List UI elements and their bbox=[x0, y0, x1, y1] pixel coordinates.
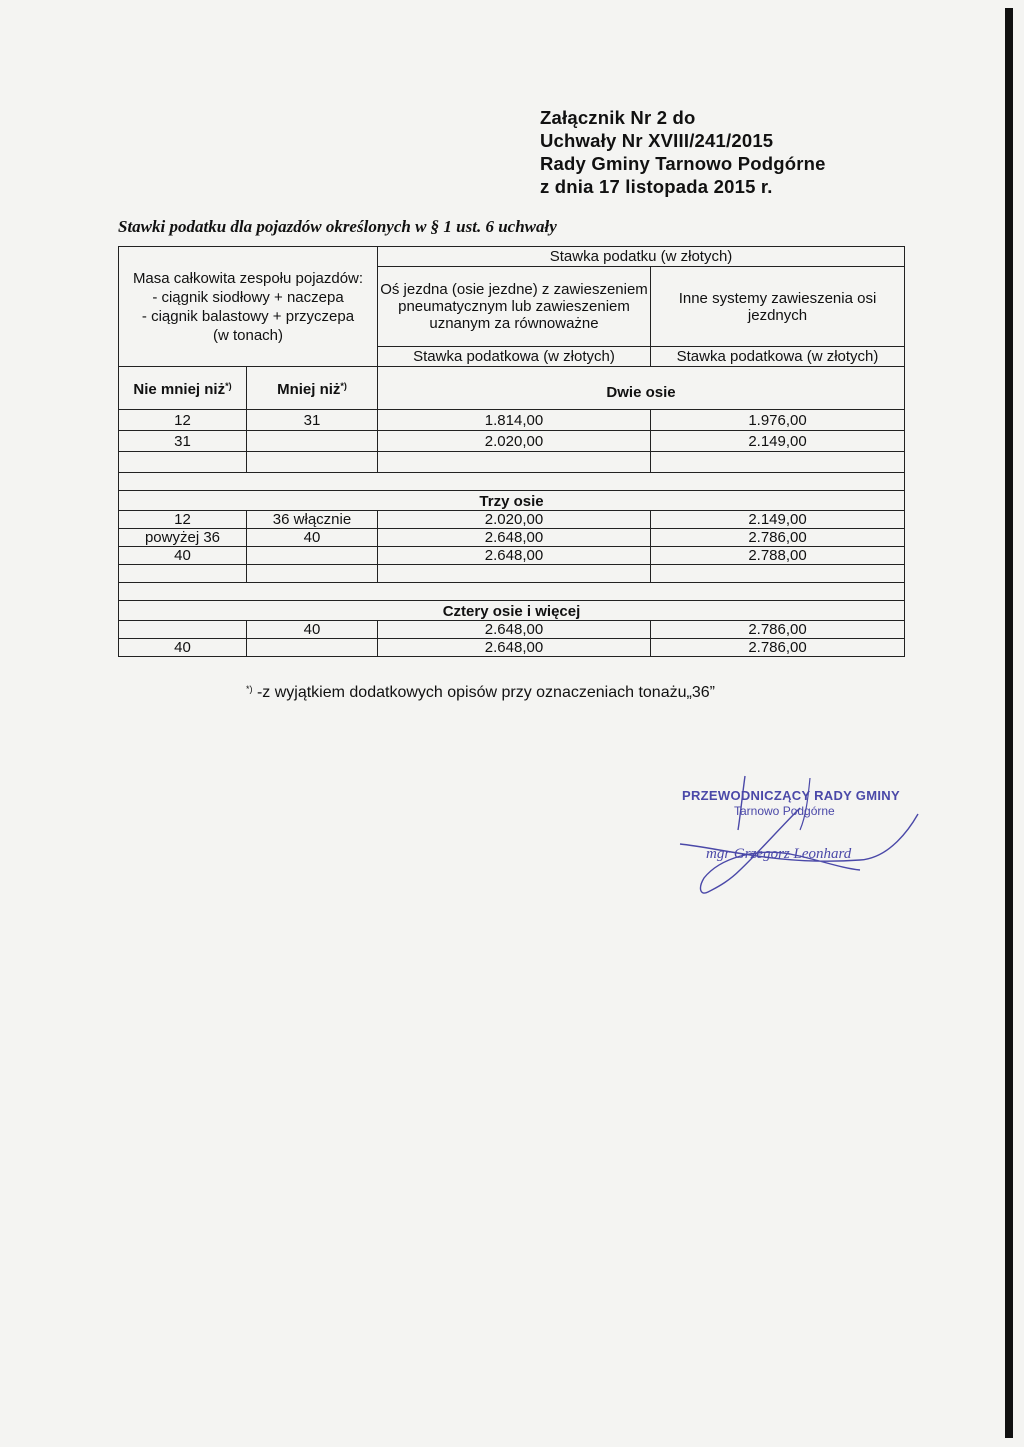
section-spacer-cell bbox=[119, 583, 905, 601]
other-header-cell: Inne systemy zawieszenia osi jezdnych bbox=[651, 267, 905, 347]
table-row bbox=[119, 452, 905, 473]
section-spacer-row bbox=[119, 583, 905, 601]
table-row bbox=[119, 529, 905, 547]
rate-header-cell: Stawka podatku (w złotych) bbox=[378, 247, 905, 267]
other-rate-cell: 2.786,00 bbox=[651, 639, 905, 657]
scan-edge-bar bbox=[1005, 8, 1013, 1438]
min-cell: powyżej 36 bbox=[119, 529, 247, 547]
other-rate-cell: 1.976,00 bbox=[651, 410, 905, 431]
footnote-mark: *) bbox=[246, 684, 253, 694]
header-date: z dnia 17 listopada 2015 r. bbox=[540, 176, 773, 197]
pneumatic-header-cell: Oś jezdna (osie jezdne) z zawieszeniem pneumatycznym lub zawieszeniem uznanym za równoważne bbox=[378, 267, 651, 347]
table-row bbox=[119, 511, 905, 529]
official-stamp bbox=[660, 768, 920, 908]
stamp-place: Tarnowo Podgórne bbox=[734, 804, 835, 818]
min-cell bbox=[119, 452, 247, 473]
section-title-cell: Dwie osie bbox=[378, 367, 905, 410]
table-row bbox=[119, 431, 905, 452]
table-row bbox=[119, 410, 905, 431]
col-max-label: Mniej niż bbox=[277, 381, 341, 398]
min-cell: 40 bbox=[119, 547, 247, 565]
table-row bbox=[119, 547, 905, 565]
section-spacer-cell bbox=[119, 473, 905, 491]
col-min-label: Nie mniej niż bbox=[133, 381, 226, 398]
footnote-text: -z wyjątkiem dodatkowych opisów przy oznaczeniach tonażu„36” bbox=[252, 684, 715, 701]
other-rate-cell: 2.786,00 bbox=[651, 529, 905, 547]
other-rate-cell: 2.149,00 bbox=[651, 431, 905, 452]
max-cell bbox=[247, 431, 378, 452]
tax-rate-table bbox=[118, 246, 905, 657]
table-row bbox=[119, 639, 905, 657]
min-cell: 31 bbox=[119, 431, 247, 452]
other-rate-cell: 2.788,00 bbox=[651, 547, 905, 565]
pneumatic-rate-cell: 2.648,00 bbox=[378, 621, 651, 639]
min-max-header-row bbox=[119, 367, 905, 410]
col-max-footnote-mark: *) bbox=[340, 381, 347, 391]
header-row-1 bbox=[119, 247, 905, 267]
mass-header-cell: Masa całkowita zespołu pojazdów: - ciągnik siodłowy + naczepa - ciągnik balastowy + przyczepa (w tonach) bbox=[119, 247, 378, 367]
max-cell bbox=[247, 639, 378, 657]
section-title-cell: Trzy osie bbox=[119, 491, 905, 511]
max-cell bbox=[247, 547, 378, 565]
stamp-title: PRZEWODNICZĄCY RADY GMINY bbox=[682, 788, 900, 803]
col-max-header-cell bbox=[247, 367, 378, 410]
table-row bbox=[119, 621, 905, 639]
section-spacer-row bbox=[119, 473, 905, 491]
document-header bbox=[540, 106, 826, 198]
pneumatic-rate-cell: 2.648,00 bbox=[378, 547, 651, 565]
pneumatic-rate-cell: 2.020,00 bbox=[378, 511, 651, 529]
pneumatic-rate-cell bbox=[378, 565, 651, 583]
section-title-cell: Cztery osie i więcej bbox=[119, 601, 905, 621]
other-rate-cell bbox=[651, 452, 905, 473]
pneumatic-rate-cell: 2.648,00 bbox=[378, 639, 651, 657]
footnote bbox=[246, 684, 715, 702]
min-cell: 40 bbox=[119, 639, 247, 657]
min-cell: 12 bbox=[119, 511, 247, 529]
pneumatic-rate-cell: 2.020,00 bbox=[378, 431, 651, 452]
header-resolution: Uchwały Nr XVIII/241/2015 bbox=[540, 130, 774, 151]
pneumatic-rate-cell: 2.648,00 bbox=[378, 529, 651, 547]
max-cell: 40 bbox=[247, 621, 378, 639]
section-title-row bbox=[119, 491, 905, 511]
max-cell: 40 bbox=[247, 529, 378, 547]
other-rate-cell: 2.786,00 bbox=[651, 621, 905, 639]
header-annex: Załącznik Nr 2 do bbox=[540, 107, 696, 128]
max-cell bbox=[247, 452, 378, 473]
stamp-name: mgr Grzegorz Leonhard bbox=[706, 846, 852, 862]
sub-rate-1-cell: Stawka podatkowa (w złotych) bbox=[378, 347, 651, 367]
max-cell bbox=[247, 565, 378, 583]
max-cell: 31 bbox=[247, 410, 378, 431]
min-cell bbox=[119, 565, 247, 583]
other-rate-cell: 2.149,00 bbox=[651, 511, 905, 529]
pneumatic-rate-cell bbox=[378, 452, 651, 473]
min-cell bbox=[119, 621, 247, 639]
table-row bbox=[119, 565, 905, 583]
document-subtitle: Stawki podatku dla pojazdów określonych w § 1 ust. 6 uchwały bbox=[118, 217, 557, 236]
pneumatic-rate-cell: 1.814,00 bbox=[378, 410, 651, 431]
col-min-header-cell bbox=[119, 367, 247, 410]
min-cell: 12 bbox=[119, 410, 247, 431]
header-council: Rady Gminy Tarnowo Podgórne bbox=[540, 153, 826, 174]
sub-rate-2-cell: Stawka podatkowa (w złotych) bbox=[651, 347, 905, 367]
max-cell: 36 włącznie bbox=[247, 511, 378, 529]
other-rate-cell bbox=[651, 565, 905, 583]
col-min-footnote-mark: *) bbox=[225, 381, 232, 391]
section-title-row bbox=[119, 601, 905, 621]
